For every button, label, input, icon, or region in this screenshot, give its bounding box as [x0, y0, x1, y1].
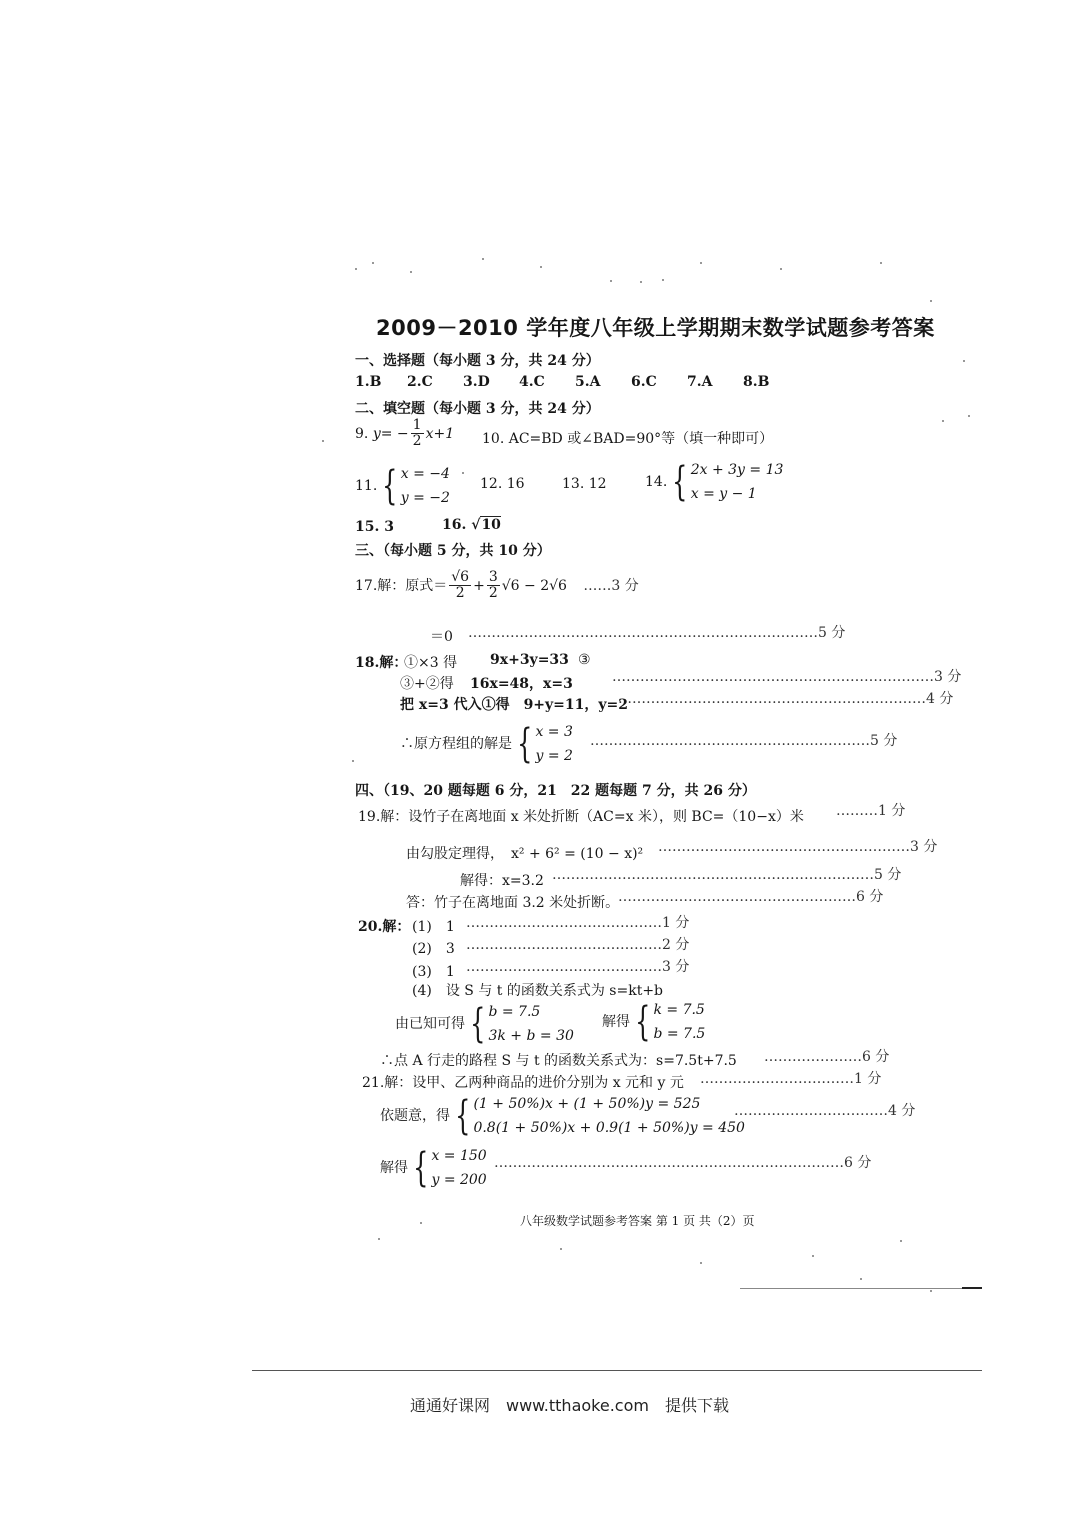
- section-heading-calc: 三、（每小题 5 分，共 10 分）: [355, 543, 551, 559]
- q18-solution: [400, 720, 573, 768]
- left-brace: {: [413, 1145, 429, 1191]
- q18-label: 18.解：: [355, 655, 408, 671]
- section-heading-choice: 一、选择题（每小题 3 分，共 24 分）: [355, 353, 600, 369]
- q14-row2: x = y − 1: [690, 486, 757, 502]
- left-brace: {: [517, 721, 533, 767]
- q19-score-2: ………………………………………………3 分: [658, 839, 938, 855]
- q9-tail: x+1: [425, 425, 455, 442]
- q20-system-1: [465, 1000, 574, 1048]
- choice-answer: 5.A: [575, 374, 601, 390]
- q19-score-3: ……………………………………………………………5 分: [552, 867, 902, 883]
- q11-row1: x = −4: [400, 466, 450, 482]
- q17-tail: √6 − 2√6: [501, 577, 567, 594]
- answer-q13: 13. 12: [562, 476, 607, 492]
- page-title: 2009－2010 学年度八年级上学期期末数学试题参考答案: [376, 316, 935, 340]
- choice-answer: 7.A: [687, 374, 713, 390]
- q18-step1-mark: ③: [578, 652, 591, 668]
- answer-q15: 15. 3: [355, 519, 394, 535]
- q17-f1-numerator: √6: [451, 569, 470, 585]
- choice-answer: 8.B: [743, 374, 770, 390]
- q18-score-3: ……………………………………………………5 分: [590, 733, 898, 749]
- choice-answer: 6.C: [631, 374, 657, 390]
- q20-score-2: ……………………………………2 分: [466, 937, 690, 953]
- answer-q14: [645, 458, 783, 506]
- q9-numerator: 1: [412, 417, 422, 433]
- q20-solve: [602, 998, 705, 1046]
- q17-fraction-2: [487, 570, 500, 602]
- q18-row1: x = 3: [535, 724, 573, 740]
- q17-label: 17.解：原式＝: [355, 577, 448, 594]
- q21-solve: [380, 1144, 487, 1192]
- q20-part2: (2) 3: [412, 941, 455, 957]
- left-brace: {: [455, 1093, 471, 1139]
- q20-known-label: 由已知可得: [395, 1016, 465, 1032]
- answer-q10: 10. AC=BD 或∠BAD=90°等（填一种即可）: [482, 431, 774, 447]
- site-footer: 通通好课网 www.tthaoke.com 提供下载: [410, 1396, 729, 1415]
- q21-score-2: ……………………………4 分: [734, 1103, 916, 1119]
- q20-system-2: [630, 998, 705, 1046]
- answer-q11: [355, 462, 450, 510]
- q18-step1-eq: 9x+3y=33: [490, 652, 569, 668]
- q9-fraction: [411, 418, 424, 450]
- choice-answer: 4.C: [519, 374, 545, 390]
- q14-system: [667, 458, 783, 506]
- q18-step2-eq: 16x=48，x=3: [470, 676, 573, 692]
- q20-part1: (1) 1: [412, 919, 455, 935]
- q20-part3: (3) 1: [412, 964, 455, 980]
- q20-known: [395, 1000, 574, 1048]
- section-heading-application: 四、（19、20 题每题 6 分，21 22 题每题 7 分，共 26 分）: [355, 783, 756, 799]
- q20-score-1: ……………………………………1 分: [466, 915, 690, 931]
- q18-score-2: …………………………………………………………4 分: [618, 691, 954, 707]
- q21-line1: 21.解：设甲、乙两种商品的进价分别为 x 元和 y 元: [362, 1075, 684, 1091]
- q19-line3: 解得：x=3.2: [460, 873, 544, 889]
- answer-q9: [355, 418, 454, 450]
- q21-setup: [380, 1092, 745, 1140]
- q17-f2-denominator: 2: [488, 585, 498, 602]
- q18-solution-label: ∴原方程组的解是: [400, 736, 512, 752]
- left-brace: {: [382, 463, 398, 509]
- q21-row2: 0.8(1 + 50%)x + 0.9(1 + 50%)y = 450: [473, 1120, 745, 1136]
- q17-f2-numerator: 3: [488, 569, 498, 585]
- q16-radicand: 10: [481, 517, 501, 533]
- q16-label: 16.: [442, 517, 467, 533]
- choice-answer: 2.C: [407, 374, 433, 390]
- q20-label: 20.解：: [358, 919, 411, 935]
- q20-part4: (4) 设 S 与 t 的函数关系式为 s=kt+b: [412, 983, 664, 999]
- q9-eq: = −: [380, 425, 409, 442]
- q18-step1: ①×3 得: [404, 655, 458, 671]
- q21-setup-label: 依题意，得: [380, 1108, 450, 1124]
- q21-system-2: [408, 1144, 487, 1192]
- section-heading-fill: 二、填空题（每小题 3 分，共 24 分）: [355, 401, 600, 417]
- q14-label: 14.: [645, 474, 668, 490]
- answer-q16: 16. √10: [442, 517, 501, 533]
- q9-label: 9.: [355, 425, 373, 442]
- q20-row3: k = 7.5: [653, 1002, 705, 1018]
- q21-score-1: ……………………………1 分: [700, 1071, 882, 1087]
- q19-line4: 答：竹子在离地面 3.2 米处折断。: [406, 895, 620, 911]
- q21-score-3: …………………………………………………………………6 分: [494, 1155, 872, 1171]
- q18-step2: ③+②得: [400, 676, 454, 692]
- answer-q12: 12. 16: [480, 476, 525, 492]
- q9-var: y: [372, 425, 381, 442]
- q19-score-1: ………1 分: [836, 803, 906, 819]
- q17-plus: +: [473, 577, 485, 594]
- answer-q17: [355, 570, 639, 602]
- q21-row4: y = 200: [431, 1172, 487, 1188]
- q18-system: [512, 720, 573, 768]
- q18-step3: 把 x=3 代入①得 9+y=11，y=2: [400, 697, 628, 713]
- q21-row1: (1 + 50%)x + (1 + 50%)y = 525: [473, 1096, 701, 1112]
- q17-score-2: …………………………………………………………………5 分: [468, 625, 846, 641]
- q11-label: 11.: [355, 478, 378, 494]
- q18-row2: y = 2: [535, 748, 573, 764]
- q17-f1-denominator: 2: [455, 585, 465, 602]
- left-brace: {: [470, 1001, 486, 1047]
- q14-row1: 2x + 3y = 13: [690, 462, 784, 478]
- q21-row3: x = 150: [431, 1148, 487, 1164]
- choice-answer: 3.D: [463, 374, 490, 390]
- left-brace: {: [635, 999, 651, 1045]
- q17-fraction-1: [449, 570, 471, 602]
- q20-score-3: ……………………………………3 分: [466, 959, 690, 975]
- q19-line2: 由勾股定理得， x² + 6² = (10 − x)²: [406, 846, 644, 862]
- left-brace: {: [672, 459, 688, 505]
- q20-row2: 3k + b = 30: [488, 1028, 574, 1044]
- page-footer: 八年级数学试题参考答案 第 1 页 共（2）页: [520, 1214, 755, 1228]
- choice-answer: 1.B: [355, 374, 382, 390]
- q9-denominator: 2: [412, 433, 422, 450]
- q19-line1: 19.解：设竹子在离地面 x 米处折断（AC=x 米），则 BC=（10−x）米: [358, 809, 804, 825]
- q20-score-4: …………………6 分: [764, 1049, 890, 1065]
- q20-row4: b = 7.5: [653, 1026, 706, 1042]
- q17-result: ＝0: [430, 629, 453, 645]
- q21-solve-label: 解得: [380, 1160, 408, 1176]
- q11-row2: y = −2: [400, 490, 450, 506]
- q21-system-1: [450, 1092, 745, 1140]
- q20-solve-label: 解得: [602, 1014, 630, 1030]
- q18-score-1: ……………………………………………………………3 分: [612, 669, 962, 685]
- footer-divider: [252, 1370, 982, 1371]
- q20-conclusion: ∴点 A 行走的路程 S 与 t 的函数关系式为：s=7.5t+7.5: [380, 1053, 737, 1069]
- q19-score-4: ……………………………………………6 分: [618, 889, 884, 905]
- q17-score-1: ……3 分: [583, 577, 639, 594]
- q20-row1: b = 7.5: [488, 1004, 541, 1020]
- q11-system: [377, 462, 450, 510]
